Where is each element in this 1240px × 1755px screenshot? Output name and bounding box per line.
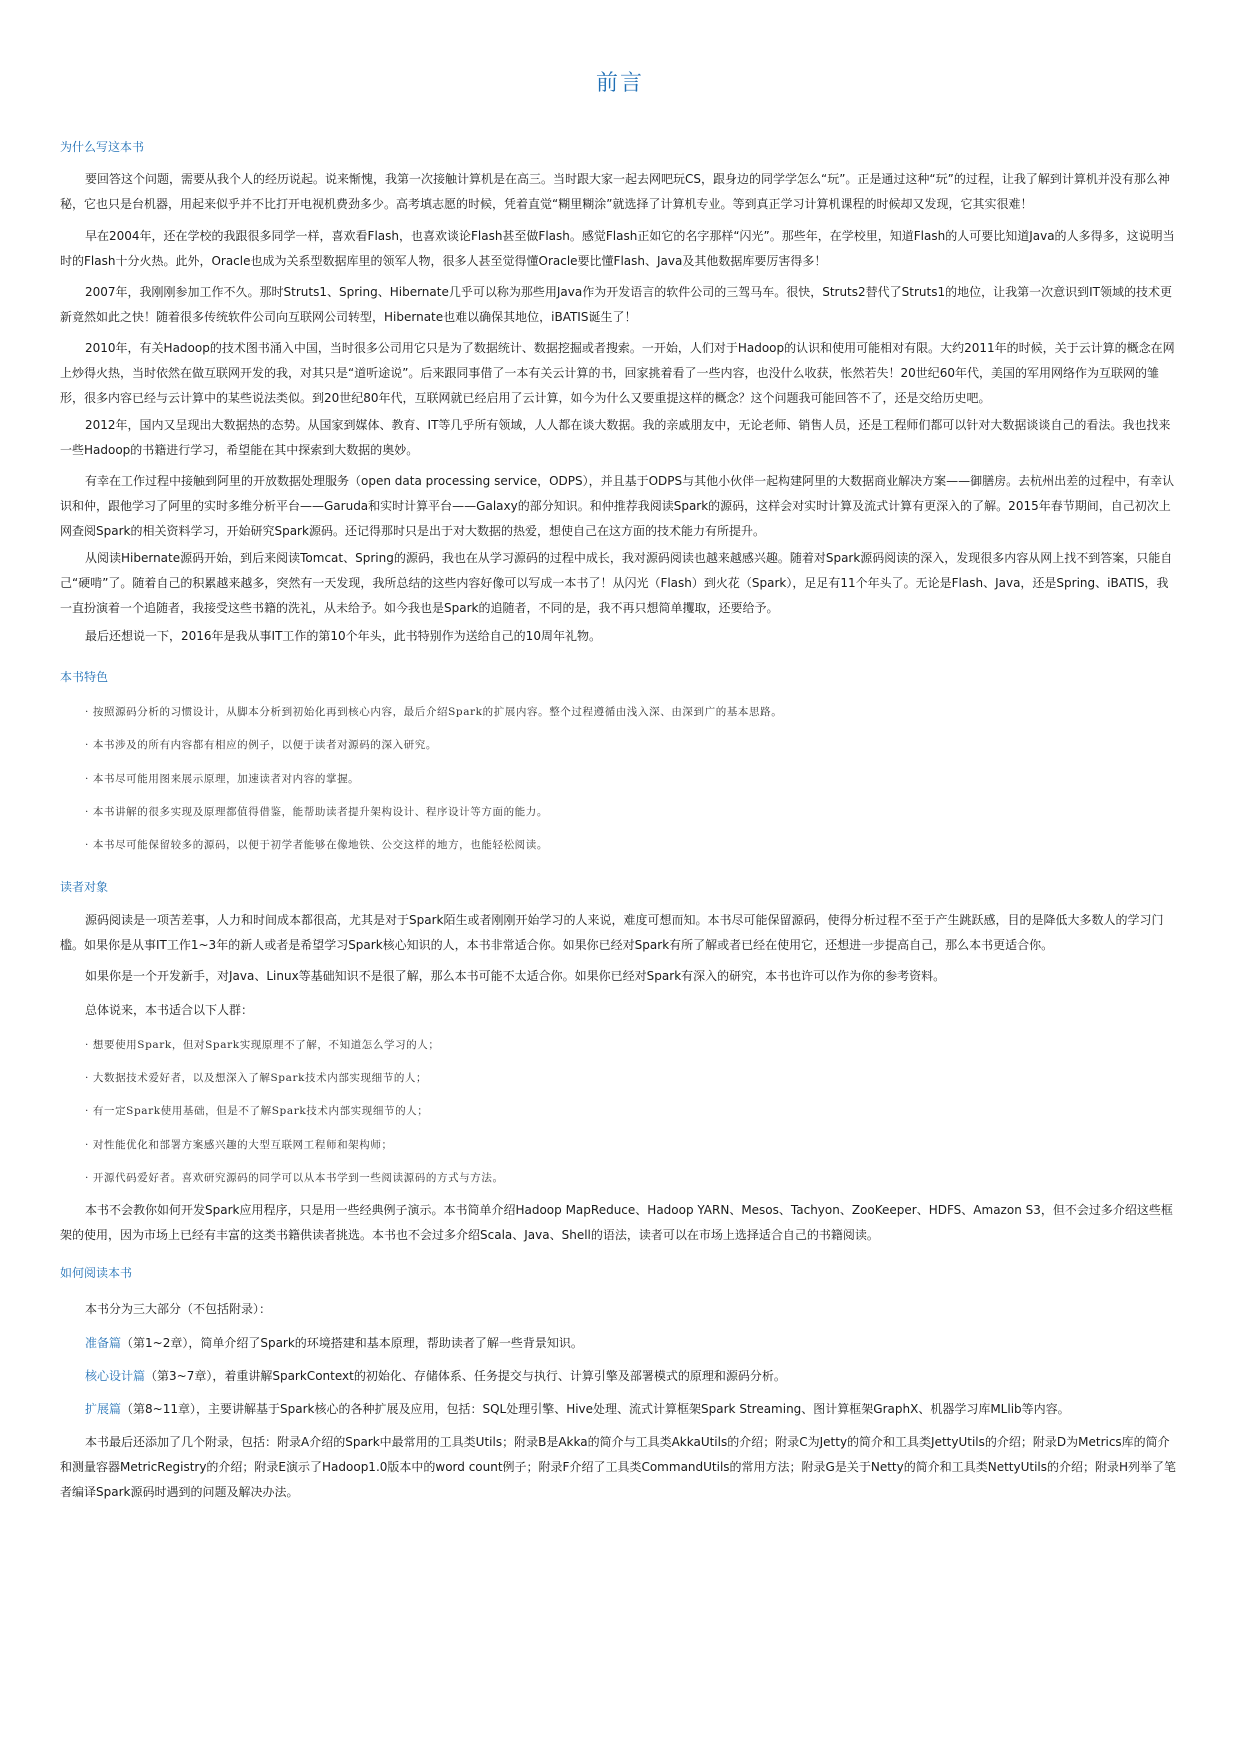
paragraph: 要回答这个问题，需要从我个人的经历说起。说来惭愧，我第一次接触计算机是在高三。当时跟大家一起去网吧玩CS，跟身边的同学学怎么“玩”。正是通过这种“玩”的过程，让我了解到计算机并没有那么神秘，它也只是台机器，用起来似乎并不比打开电视机费劲多少。高考填志愿的时候，凭着直觉“糊里糊涂”就选择了计算机专业。等到真正学习计算机课程的时候却又发现，它其实很难！: [60, 172, 1170, 211]
paragraph: 早在2004年，还在学校的我跟很多同学一样，喜欢看Flash，也喜欢谈论Flash甚至做Flash。感觉Flash正如它的名字那样“闪光”。那些年，在学校里，知道Flash的人可要比知道Java的人多得多，这说明当时的Flash十分火热。此外，Oracle也成为关系型数据库里的领军人物，很多人甚至觉得懂Oracle要比懂Flash、Java及其他数据库要厉害得多！: [60, 229, 1175, 268]
part-item: [60, 1331, 1180, 1356]
paragraph: 本书不会教你如何开发Spark应用程序，只是用一些经典例子演示。本书简单介绍Hadoop MapReduce、Hadoop YARN、Mesos、Tachyon、ZooKeeper、HDFS、Amazon S3，但不会过多介绍这些框架的使用，因为市场上已经有丰富的这类书籍供读者挑选。本书也不会过多介绍Scala、Java、Shell的语法，读者可以在市场上选择适合自己的书籍阅读。: [60, 1203, 1173, 1242]
paragraph: 如果你是一个开发新手，对Java、Linux等基础知识不是很了解，那么本书可能不太适合你。如果你已经对Spark有深入的研究，本书也许可以作为你的参考资料。: [85, 969, 946, 983]
paragraph: 从阅读Hibernate源码开始，到后来阅读Tomcat、Spring的源码，我也在从学习源码的过程中成长，我对源码阅读也越来越感兴趣。随着对Spark源码阅读的深入，发现很多内容从网上找不到答案，只能自己“硬啃”了。随着自己的积累越来越多，突然有一天发现，我所总结的这些内容好像可以写成一本书了！从闪光（Flash）到火花（Spark），足足有11个年头了。无论是Flash、Java，还是Spring、iBATIS，我一直扮演着一个追随者，我接受这些书籍的洗礼，从未给予。如今我也是Spark的追随者，不同的是，我不再只想简单攫取，还要给予。: [60, 551, 1173, 615]
section-heading-audience: 读者对象: [60, 880, 109, 894]
page-title: 前言: [595, 71, 644, 96]
list-item: · 本书讲解的很多实现及原理都值得借鉴，能帮助读者提升架构设计、程序设计等方面的能力。: [85, 806, 548, 818]
section-heading-why: 为什么写这本书: [60, 140, 145, 154]
list-item: · 开源代码爱好者。喜欢研究源码的同学可以从本书学到一些阅读源码的方式与方法。: [85, 1172, 504, 1184]
paragraph: 本书分为三大部分（不包括附录）：: [85, 1302, 272, 1316]
paragraph: 总体说来，本书适合以下人群：: [85, 1003, 254, 1017]
part-name: 扩展篇: [85, 1402, 122, 1416]
list-item: · 想要使用Spark，但对Spark实现原理不了解，不知道怎么学习的人；: [85, 1039, 440, 1051]
list-item: · 大数据技术爱好者，以及想深入了解Spark技术内部实现细节的人；: [85, 1072, 428, 1084]
part-description: （第1~2章），简单介绍了Spark的环境搭建和基本原理，帮助读者了解一些背景知识。: [121, 1336, 583, 1350]
paragraph: 2007年，我刚刚参加工作不久。那时Struts1、Spring、Hibernate几乎可以称为那些用Java作为开发语言的软件公司的三驾马车。很快，Struts2替代了Struts1的地位，让我第一次意识到IT领域的技术更新竟然如此之快！随着很多传统软件公司向互联网公司转型，Hibernate也难以确保其地位，iBATIS诞生了！: [60, 285, 1172, 324]
part-item: [60, 1397, 1180, 1422]
paragraph: 最后还想说一下，2016年是我从事IT工作的第10个年头，此书特别作为送给自己的10周年礼物。: [85, 629, 601, 643]
paragraph: 有幸在工作过程中接触到阿里的开放数据处理服务（open data processing service，ODPS），并且基于ODPS与其他小伙伴一起构建阿里的大数据商业解决方案——御膳房。去杭州出差的过程中，有幸认识和仲，跟他学习了阿里的实时多维分析平台——Garuda和实时计算平台——Galaxy的部分知识。和仲推荐我阅读Spark的源码，这样会对实时计算及流式计算有更深入的了解。2015年春节期间，自己初次上网查阅Spark的相关资料学习，开始研究Spark源码。还记得那时只是出于对大数据的热爱，想使自己在这方面的技术能力有所提升。: [60, 474, 1175, 538]
list-item: · 本书涉及的所有内容都有相应的例子，以便于读者对源码的深入研究。: [85, 739, 437, 751]
paragraph: 本书最后还添加了几个附录，包括：附录A介绍的Spark中最常用的工具类Utils；附录B是Akka的简介与工具类AkkaUtils的介绍；附录C为Jetty的简介和工具类JettyUtils的介绍；附录D为Metrics库的简介和测量容器MetricRegistry的介绍；附录E演示了Hadoop1.0版本中的word count例子；附录F介绍了工具类CommandUtils的常用方法；附录G是关于Netty的简介和工具类NettyUtils的介绍；附录H列举了笔者编译Spark源码时遇到的问题及解决办法。: [60, 1435, 1177, 1499]
paragraph: 2012年，国内又呈现出大数据热的态势。从国家到媒体、教育、IT等几乎所有领域，人人都在谈大数据。我的亲戚朋友中，无论老师、销售人员，还是工程师们都可以针对大数据谈谈自己的看法。我也找来一些Hadoop的书籍进行学习，希望能在其中探索到大数据的奥妙。: [60, 418, 1171, 457]
part-item: [60, 1364, 1180, 1389]
list-item: · 本书尽可能用图来展示原理，加速读者对内容的掌握。: [85, 773, 360, 785]
part-description: （第3~7章），着重讲解SparkContext的初始化、存储体系、任务提交与执行、计算引擎及部署模式的原理和源码分析。: [145, 1369, 786, 1383]
paragraph: 源码阅读是一项苦差事，人力和时间成本都很高，尤其是对于Spark陌生或者刚刚开始学习的人来说，难度可想而知。本书尽可能保留源码，使得分析过程不至于产生跳跃感，目的是降低大多数人的学习门槛。如果你是从事IT工作1~3年的新人或者是希望学习Spark核心知识的人，本书非常适合你。如果你已经对Spark有所了解或者已经在使用它，还想进一步提高自己，那么本书更适合你。: [60, 913, 1164, 952]
section-heading-features: 本书特色: [60, 670, 109, 684]
part-description: （第8~11章），主要讲解基于Spark核心的各种扩展及应用，包括：SQL处理引擎、Hive处理、流式计算框架Spark Streaming、图计算框架GraphX、机器学习库MLlib等内容。: [121, 1402, 1070, 1416]
part-name: 准备篇: [85, 1336, 122, 1350]
list-item: · 对性能优化和部署方案感兴趣的大型互联网工程师和架构师；: [85, 1139, 393, 1151]
part-name: 核心设计篇: [85, 1369, 146, 1383]
paragraph: 2010年，有关Hadoop的技术图书涌入中国，当时很多公司用它只是为了数据统计、数据挖掘或者搜索。一开始，人们对于Hadoop的认识和使用可能相对有限。大约2011年的时候，关于云计算的概念在网上炒得火热，当时依然在做互联网开发的我，对其只是“道听途说”。后来跟同事借了一本有关云计算的书，回家挑着看了一些内容，也没什么收获，怅然若失！20世纪60年代，美国的军用网络作为互联网的雏形，很多内容已经与云计算中的某些说法类似。到20世纪80年代，互联网就已经启用了云计算，如今为什么又要重提这样的概念？这个问题我可能回答不了，还是交给历史吧。: [60, 341, 1175, 405]
list-item: · 有一定Spark使用基础，但是不了解Spark技术内部实现细节的人；: [85, 1105, 429, 1117]
list-item: · 本书尽可能保留较多的源码，以便于初学者能够在像地铁、公交这样的地方，也能轻松阅读。: [85, 839, 548, 851]
section-heading-howto: 如何阅读本书: [60, 1266, 133, 1280]
list-item: · 按照源码分析的习惯设计，从脚本分析到初始化再到核心内容，最后介绍Spark的扩展内容。整个过程遵循由浅入深、由深到广的基本思路。: [85, 706, 783, 718]
